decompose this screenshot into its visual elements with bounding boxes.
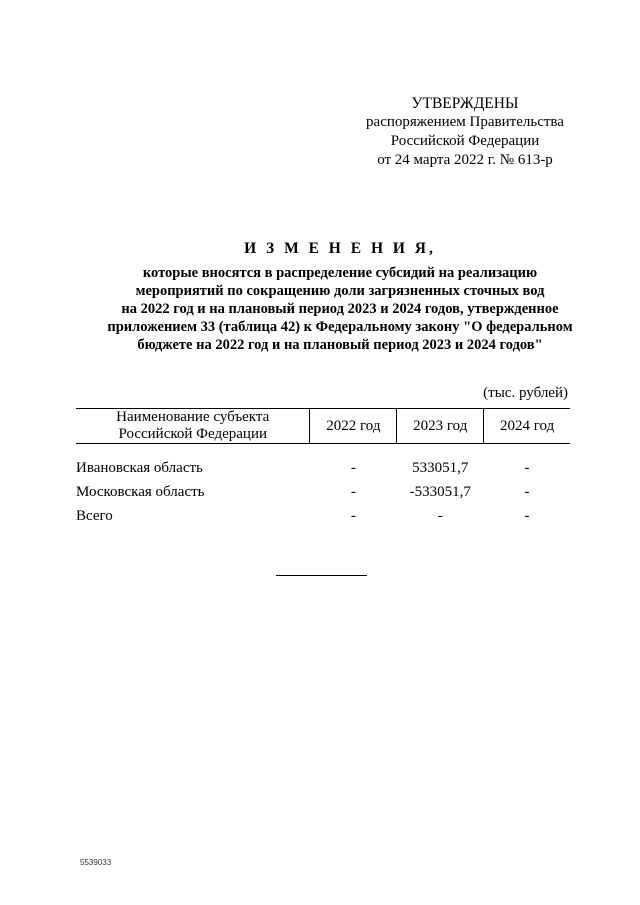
- table-header-row: [76, 409, 570, 444]
- heading-line-3: на 2022 год и на плановый период 2023 и 2024 годов, утвержденное: [121, 301, 559, 317]
- approval-line-2: Российской Федерации: [390, 133, 540, 149]
- row-value-2023: -: [437, 507, 443, 524]
- table-row: [76, 504, 570, 528]
- row-value-2022: -: [350, 459, 356, 476]
- approval-title: УТВЕРЖДЕНЫ: [411, 95, 519, 112]
- heading-line-2: мероприятий по сокращению доли загрязненных сточных вод: [135, 283, 545, 299]
- heading-description: [60, 264, 620, 354]
- table-row: [76, 480, 570, 504]
- row-region-name: Московская область: [76, 483, 205, 500]
- row-value-2024: -: [524, 459, 530, 476]
- heading-title: И З М Е Н Е Н И Я,: [244, 240, 436, 257]
- heading-line-4: приложением 33 (таблица 42) к Федеральному закону "О федеральном: [107, 319, 573, 335]
- approval-line-3: от 24 марта 2022 г. № 613-р: [377, 152, 553, 168]
- row-value-2024: -: [524, 507, 530, 524]
- table-spacer: [76, 444, 570, 457]
- row-region-name: Ивановская область: [76, 459, 203, 476]
- approval-block: [340, 94, 590, 170]
- row-value-2024: -: [524, 483, 530, 500]
- units-label: (тыс. рублей): [483, 385, 568, 401]
- header-region-name-line-1: Наименование субъекта: [116, 409, 270, 425]
- table-row: [76, 456, 570, 480]
- document-heading: [60, 240, 620, 354]
- header-region-name: [76, 409, 310, 444]
- row-value-2022: -: [350, 507, 356, 524]
- header-region-name-line-2: Российской Федерации: [118, 426, 267, 442]
- row-value-2023: -533051,7: [409, 483, 471, 500]
- heading-line-5: бюджете на 2022 год и на плановый период 2023 и 2024 годов": [137, 337, 543, 353]
- row-value-2022: -: [350, 483, 356, 500]
- subsidy-table: [76, 408, 570, 528]
- header-2022: 2022 год: [310, 409, 397, 444]
- approval-line-1: распоряжением Правительства: [366, 114, 564, 130]
- header-2024: 2024 год: [484, 409, 570, 444]
- end-divider: [276, 575, 367, 576]
- row-region-name: Всего: [76, 507, 113, 524]
- heading-line-1: которые вносятся в распределение субсидий на реализацию: [142, 265, 538, 281]
- document-id: 5539033: [80, 858, 112, 867]
- row-value-2023: 533051,7: [412, 459, 469, 476]
- header-2023: 2023 год: [397, 409, 484, 444]
